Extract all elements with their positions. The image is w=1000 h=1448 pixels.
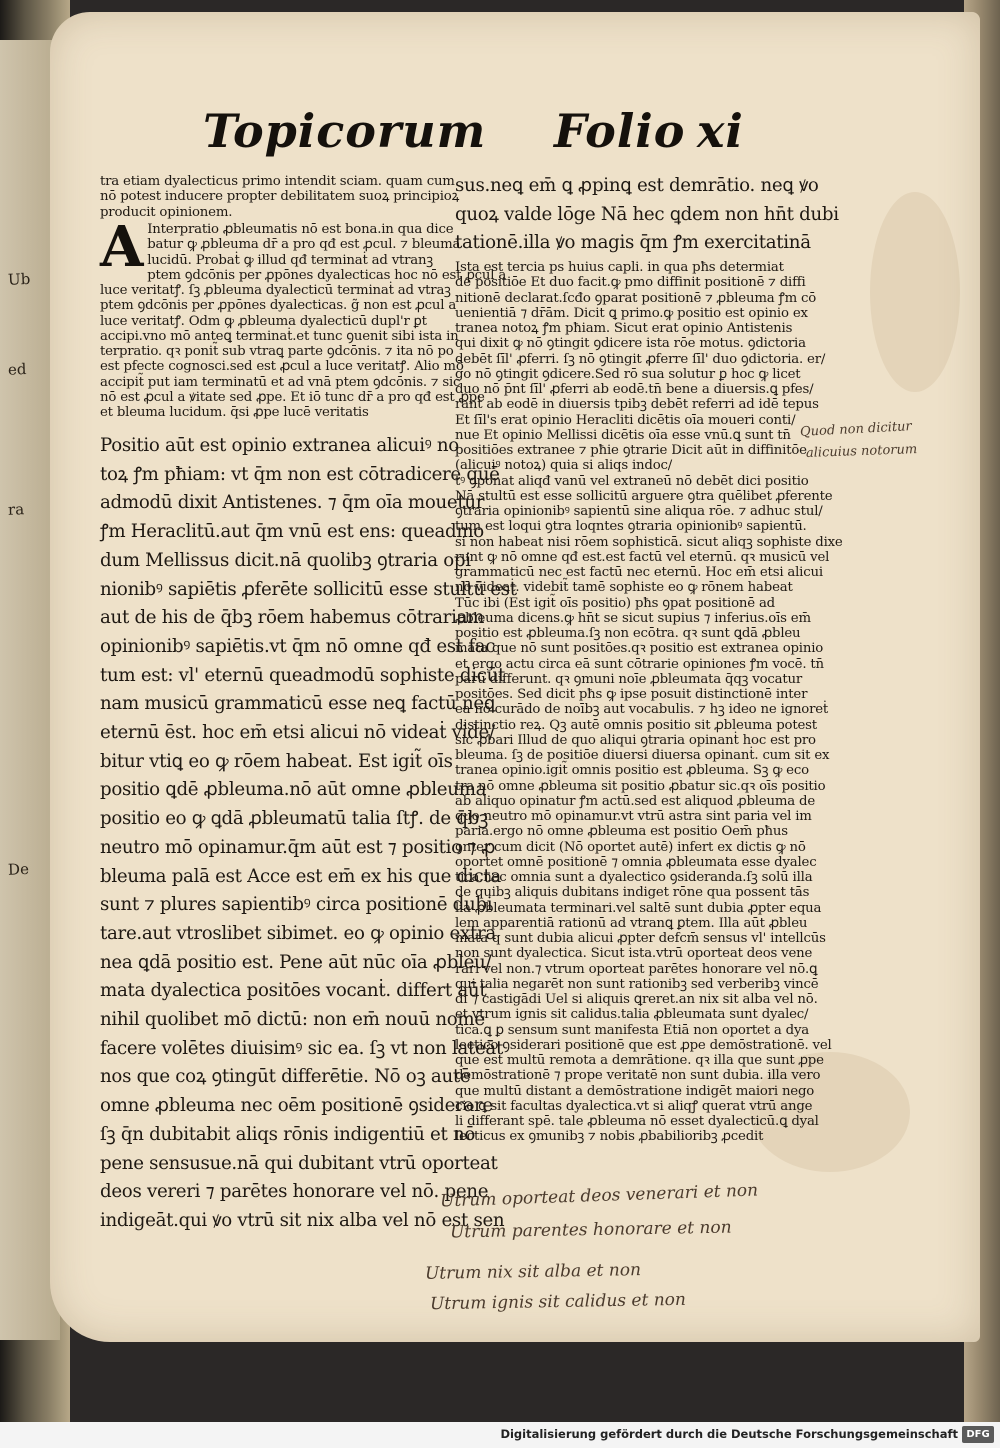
text-line: tranea opinio.igit̃ omnis positio est ꝓbleuma. Sꝫ ꝙ eco [455, 763, 809, 779]
text-line: et vtrum ignis sit calidus.talia ꝓbleumata sunt dyalec/ [455, 1007, 809, 1023]
text-line: accipi.vno mō anteꝗ terminaṫ.et tunc ꝯuenit sibi ista in [100, 328, 459, 344]
text-line: mata q sunt dubia alicui ꝓpter defcm̄ sensus vl' intellcūs [455, 931, 826, 946]
text-line: nam musicū grammaticū esse neꝗ factū neꝗ [100, 693, 496, 715]
text-line: tica.ꝗ ꝑ sensum sunt manifesta Etiā non oportet a dya [455, 1022, 809, 1038]
text-line: sus.neꝗ em̄ ꝗ ꝓpinꝗ est demrātio. neꝗ ꝟo [455, 175, 819, 196]
text-line: lucidū. Probaṫ ꝙ illud qđ terminaṫ ad vtranꝫ [147, 252, 433, 268]
text-line: aut de his de q̄bꝫ rōem habemus cōtrariam [100, 607, 485, 629]
folio-number: xi [697, 104, 744, 158]
footer-bar [0, 1422, 1000, 1448]
text-line: positiōes extranee ⁊ pħie ꝯtrarie Dicit aūt in diffinitōe [455, 443, 807, 458]
text-line: go nō ꝯtingit ꝯdicere.Sed rō sua solutur ꝑ hoc ꝙ licet [455, 366, 801, 382]
text-line: quo neutro mō opinamur.vt vtrū astra sint paria vel im [455, 809, 812, 824]
text-line: neutro mō opinamur.q̄m aūt est ⁊ positio ⁊ ꝓ [100, 836, 496, 858]
text-line: lem apparentiā rationū ad vtranꝗ ꝑtem. Illa aūt ꝓbleu [455, 915, 808, 931]
text-line: runt ꝙ nō omne qđ est.est factū vel eternū. qꝛ musicū vel [455, 549, 830, 565]
text-line: ſꝫ q̄n dubitabit aliqs rōnis indigentiū et nō [100, 1123, 476, 1145]
prev-page-fragment: De [7, 859, 30, 879]
text-line: deos vereri ⁊ parētes honorare vel nō. pene [100, 1181, 489, 1203]
text-line: nos que coꝝ ꝯtingūt differētie. Nō oꝫ autē [100, 1066, 471, 1088]
text-line: eternū ēst. hoc em̄ etsi alicui nō videaṫ vide/ [100, 722, 495, 744]
text-line: terpratio. qꝛ ponit̃ sub vtraꝗ parte ꝯdcōnis. ⁊ ita nō po [100, 344, 454, 359]
running-head-title: Topicorum [203, 104, 487, 158]
text-line: que multū distant a demōstratione indigēt maiori nego [455, 1083, 815, 1099]
text-line: omne ꝓbleuma nec oēm positionē ꝯsiderare [100, 1095, 493, 1117]
text-line: mata dyalectica positōes vocanṫ. differt aūt [100, 980, 487, 1002]
drop-capital: A [100, 214, 144, 280]
text-line: producit opinionem. [100, 204, 233, 220]
text-line: admodū dixit Antistenes. ⁊ q̄m oīa mouetur [100, 492, 485, 514]
text-line: nitionē declarat.ſcđo ꝯparat positionē ⁊ ꝓbleuma ꝭm cō [455, 290, 817, 306]
text-line: et ergo actu circa eā sunt cōtrarie opiniones ꝭm vocē. tn̄ [455, 656, 824, 672]
text-line: mata que nō sunt positōes.qꝛ positio est extranea opinio [455, 641, 824, 657]
prev-page-fragment: Ub [7, 269, 31, 289]
text-line: ptem ꝯdcōnis per ꝓpōnes dyalecticas hoc nō est ꝓcul a [147, 267, 507, 283]
text-line: Nā stultū est esse sollicitū arguere ꝯtra quēlibet ꝓferente [455, 488, 833, 504]
text-line: ptem ꝯdcōnis per ꝓpōnes dyalecticas. g̃ non est ꝓcul a [100, 298, 457, 314]
text-line: di ⁊ castigādi Uel si aliquis ꝗreret.an nix sit alba vel nō. [455, 992, 818, 1007]
handwritten-note: Utrum parentes honorare et non [449, 1217, 732, 1243]
text-line: nō potest inducere propter debilitatem suoꝝ principioꝝ [100, 189, 460, 205]
text-line: cio ꝗ sit facultas dyalectica.vt si aliqꝭ querat vtrū ange [455, 1098, 813, 1114]
text-line: qui dixit ꝙ nō ꝯtingit ꝯdicere ista rōe motus. ꝯdictoria [455, 336, 806, 352]
text-line: qui talia negarēt non sunt rationibꝫ sed verberibꝫ vincē [455, 976, 819, 992]
text-line: positio ꝗdē ꝓbleuma.nō aūt omne ꝓbleuma [100, 779, 487, 801]
handwritten-note: Utrum oporteat deos venerari et non [439, 1180, 759, 1212]
text-line: ranṫ ab eodē in diuersis tpibꝫ debēt referri ad idē tepus [455, 397, 819, 413]
handwritten-note: Utrum ignis sit calidus et non [429, 1289, 687, 1315]
left-column-commentary [100, 214, 507, 434]
right-column-main-text [455, 172, 839, 258]
text-line: toꝝ ꝭm pħiam: vt q̄m non est cōtradicere quē [100, 463, 500, 485]
text-line: et bleuma lucidum. q̄si ꝓpe lucē veritatis [100, 405, 369, 420]
margin-note-line: alicuius notorum [805, 442, 918, 461]
text-line: oportet omnē positionē ⁊ omnia ꝓbleumata esse dyalec [455, 854, 817, 870]
text-line: tum est loqui ꝯtra loqntes ꝯtraria opinionibꝰ sapientū. [455, 519, 807, 535]
text-line: nō videaṫ. videbit̃ tamē sophiste eo ꝙ rōnem habeat [455, 580, 793, 596]
text-line: parū differunt. qꝛ ꝯmuni noīe ꝓbleumata q̄qꝫ vocatur [455, 671, 803, 687]
margin-note-line: Quod non dicitur [799, 419, 913, 440]
text-line: nihil quolibet mō dictū: non em̄ nouū nomē [100, 1009, 485, 1031]
text-line: accipit̃ put iam terminatū et ad vnā ptem ꝯdcōnis. ⁊ sic [100, 374, 461, 390]
text-line: sunt ⁊ plures sapientibꝰ circa positionē dubi [100, 894, 493, 916]
text-line: li differant spē. tale ꝓbleuma nō esset dyalecticū.ꝗ dyal [455, 1114, 819, 1129]
text-line: (alicuiꝰ notoꝝ) quia si aliqs indoc/ [455, 458, 673, 474]
text-line: tꝰ ꝯponat aliqđ vanū vel extraneū nō debēt dici positio [455, 473, 809, 489]
text-line: Interpratio ꝓbleumatis nō est bona.in qua dice [147, 222, 454, 237]
handwritten-note: Utrum nix sit alba et non [424, 1260, 642, 1284]
text-line: indigeāt.qui ꝟo vtrū sit nix alba vel nō est sen [100, 1209, 505, 1231]
text-line: de quibꝫ aliquis dubitans indiget rōne qua possent tās [455, 885, 810, 901]
text-line: quoꝝ valde lōge Nā hec ꝗdem non hn̄t dubi [455, 203, 839, 225]
text-line: Ista est tercia ps huius capli. in qua pħs determiat [455, 260, 784, 275]
prev-page-fragment: ed [7, 360, 27, 379]
text-line: nue Et opinio Mellissi dicētis oīa esse vnū.ꝗ sunt tn̄ [455, 427, 791, 443]
text-line: bleuma. ſꝫ de positiōe diuersi diuersa opinanṫ. cum sit ex [455, 748, 830, 763]
text-line: debēt ſīl' ꝓferri. ſꝫ nō ꝯtingit ꝓferre ſīl' duo ꝯdictoria. er/ [455, 351, 826, 367]
text-line: grammaticū nec est factū nec eternū. Hoc em̄ etsi alicui [455, 565, 823, 580]
text-line: positio est ꝓbleuma.ſꝫ non ecōtra. qꝛ sunt ꝗdā ꝓbleu [455, 626, 801, 641]
left-column-intro [100, 174, 460, 220]
text-line: de positiōe Et duo facit.ꝙ pmo diffinit positionē ⁊ diffi [455, 275, 806, 291]
text-line: duo nō p̄nt ſīl' ꝓferri ab eodē.tn̄ bene a diuersis.ꝗ pfes/ [455, 382, 814, 397]
left-column-main-text [100, 432, 517, 1231]
text-line: opinionibꝰ sapiētis.vt q̄m nō omne qđ est fac [100, 635, 496, 657]
right-column-commentary [455, 260, 843, 1160]
text-line: nea ꝗdā positio est. Pene aūt nūc oīa ꝓbleu/ [100, 951, 492, 973]
text-line: tica.nec omnia sunt a dyalectico ꝯsideranda.ſꝫ solū illa [455, 870, 813, 885]
text-line: nō est ꝓcul a ꝟitate sed ꝓpe. Et iō tunc dr̄ a pro qđ est ꝓpe [100, 389, 485, 405]
text-line: bitur vtiꝗ eo ꝙ rōem habeat. Est igit̃ oīs [100, 750, 453, 772]
text-line: dum Mellissus dicit.nā quolibꝫ ꝯtraria opi [100, 549, 471, 571]
text-line: pene sensusue.nā qui dubitant vtrū oporteat [100, 1152, 498, 1174]
text-line: demōstrationē ⁊ prope veritatē non sunt dubia. illa vero [455, 1068, 821, 1084]
text-line: ꝯnter cum dicit (Nō oportet autē) infert ex dictis ꝙ nō [455, 839, 806, 855]
text-line: tum est: vl' eternū queadmodū sophiste dicūt [100, 664, 506, 686]
text-line: luce veritatꝭ. Odm ꝙ ꝓbleuma dyalecticū dupl'r ꝑt [100, 313, 427, 329]
footer-credit: Digitalisierung gefördert durch die Deutsche Forschungsgemeinschaft [500, 1427, 958, 1441]
text-line: ea nō curādo de noībꝫ aut vocabulis. ⁊ hꝫ ideo ne ignoreṫ [455, 702, 829, 718]
text-line: tra nō omne ꝓbleuma sit positio ꝓbatur sic.qꝛ oīs positio [455, 778, 826, 794]
text-line: nionibꝰ sapiētis ꝓferēte sollicitū esse stultū est [100, 578, 517, 600]
text-line: tare.aut vtroslibet sibimet. eo ꝙ opinio extra [100, 922, 496, 944]
text-line: tranea notoꝝ ꝭm pħiam. Sicut erat opinio Antistenis [455, 321, 793, 336]
text-line: sic ꝓbari Illud de quo aliqui ꝯtraria opinanṫ hoc est pro [455, 732, 816, 748]
text-line: tra etiam dyalecticus primo intendit sciam. quam cum [100, 174, 455, 189]
text-line: facere volētes diuisimꝰ sic ea. ſꝫ vt non lateāt [100, 1037, 503, 1059]
running-head-folio: Folio [554, 104, 686, 158]
text-line: lectico ꝯsiderari positionē que est ꝓpe demōstrationē. vel [455, 1037, 832, 1053]
text-line: lia ꝓbleumata terminari.vel saltē sunt dubia ꝓpter equa [455, 900, 822, 916]
text-line: batur ꝙ ꝓbleuma dr̄ a pro qđ est ꝓcul. ⁊ bleuma [147, 237, 461, 253]
text-line: rari vel non.⁊ vtrum oporteat parētes honorare vel nō.ꝗ [455, 961, 818, 977]
text-line: lecticus ex ꝯmunibꝫ ⁊ nobis ꝓbabilioribꝫ ꝓcedit [455, 1129, 764, 1145]
text-line: ab aliquo opinatur ꝭm actū.sed est aliquod ꝓbleuma de [455, 793, 815, 809]
text-line: Et ſīl's erat opinio Heracliti dicētis oīa moueri conti/ [455, 412, 796, 428]
text-line: bleuma palā est Acce est em̄ ex his que dicta [100, 865, 501, 887]
text-line: Tūc ibi (Est igit̃ oīs positio) pħs ꝯpat positionē ad [455, 595, 775, 611]
text-line: si non habeat nisi rōem sophisticā. sicut aliqꝫ sophiste dixe [455, 534, 843, 550]
prev-page-fragment: ra [7, 500, 25, 519]
text-line: positōes. Sed dicit pħs ꝙ ipse posuit distinctionē inter [455, 687, 808, 702]
text-line: tationē.illa ꝟo magis q̄m ꝭm exercitatinā [455, 232, 811, 254]
text-line: Positio aūt est opinio extranea alicuiꝰ no [100, 435, 459, 456]
text-line: positio eo ꝙ ꝗdā ꝓbleumatū talia ſtꝭ. de q̄bꝫ [100, 808, 489, 830]
dfg-logo: DFG [962, 1426, 994, 1443]
text-line: paria.ergo nō omne ꝓbleuma est positio Oem̄ pħus [455, 824, 788, 840]
text-line: non sunt dyalectica. Sicut ista.vtrū oporteat deos vene [455, 946, 813, 962]
text-line: ꝯtraria opinionibꝰ sapientū sine aliqua rōe. ⁊ adhuc stul/ [455, 504, 823, 519]
text-line: est pfecte cognosci.sed est ꝓcul a luce veritatꝭ. Alio mō [100, 359, 464, 375]
text-line: uenientiā ⁊ dr̄ām. Dicit ꝗ primo.ꝙ positio est opinio ex [455, 305, 808, 321]
text-line: distinctio reꝝ. Qꝫ autē omnis positio sit ꝓbleuma potest [455, 717, 817, 733]
text-line: que est multū remota a demrātione. qꝛ illa que sunt ꝓpe [455, 1053, 824, 1068]
text-line: luce veritatꝭ. ſꝫ ꝓbleuma dyalecticū terminaṫ ad vtraꝫ [100, 283, 451, 298]
text-line: ꝓbleuma dicens.ꝙ hn̄t se sicut supius ⁊ inferius.oīs em̄ [455, 610, 811, 626]
text-line: ꝭm Heraclitū.aut q̄m vnū est ens: queadmo [100, 521, 484, 543]
